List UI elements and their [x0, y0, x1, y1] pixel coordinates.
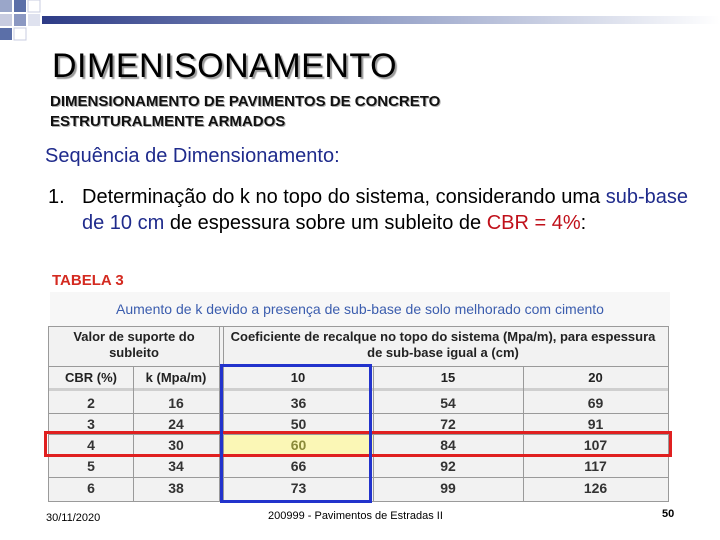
table-cell: 73: [290, 480, 307, 496]
item-text: [82, 184, 688, 236]
table-cell: 72: [440, 416, 456, 432]
table-caption: Aumento de k devido a presença de sub-base de solo melhorado com cimento: [50, 292, 670, 326]
footer-date: 30/11/2020: [46, 512, 101, 524]
table-cell: 2: [87, 395, 95, 411]
page-number: 50: [662, 508, 675, 520]
col-header-k: k (Mpa/m): [145, 370, 207, 385]
highlight-column-outline: [220, 364, 372, 503]
table-cell: 3: [87, 416, 95, 432]
footer-course: 200999 - Pavimentos de Estradas II: [268, 510, 443, 522]
table-cell: 84: [440, 437, 456, 453]
item-text-part: de espessura sobre um subleito de: [164, 212, 487, 234]
table-cell: 6: [87, 480, 95, 496]
item-text-part: :: [580, 212, 587, 234]
slide-title: DIMENISONAMENTO: [52, 47, 398, 85]
col-header-20: 20: [588, 370, 603, 385]
table-cell: 16: [168, 395, 184, 411]
section-heading: Sequência de Dimensionamento:: [45, 145, 340, 167]
table-cell: 38: [168, 480, 184, 496]
table-cell: 91: [587, 416, 604, 432]
col-header-cbr: CBR (%): [65, 370, 117, 385]
table-cell: 36: [290, 395, 307, 411]
table-cell: 126: [583, 480, 608, 496]
table-cell: 34: [168, 458, 184, 474]
table-group-header-subgrade: Valor de suporte do subleito: [73, 329, 195, 360]
table-group-header-coefficient: Coeficiente de recalque no topo do sistema (Mpa/m), para espessura de sub-base igual a (cm): [230, 329, 656, 360]
item-text-part: Determinação do k no topo do sistema, considerando uma: [82, 186, 606, 208]
table-cell: 117: [584, 458, 607, 474]
table-cell: 5: [87, 458, 95, 474]
list-item: [48, 184, 688, 236]
col-header-10: 10: [290, 370, 306, 385]
table-cell: 92: [440, 458, 456, 474]
item-text-cbr: CBR = 4%: [486, 212, 581, 234]
table-cell: 4: [87, 437, 95, 453]
table-cell: 54: [440, 395, 456, 411]
item-number: 1.: [48, 186, 65, 208]
table-cell-highlighted: 60: [224, 435, 373, 455]
slide-subtitle: DIMENSIONAMENTO DE PAVIMENTOS DE CONCRETO ESTRUTURALMENTE ARMADOS: [50, 93, 441, 130]
table-cell: 107: [583, 437, 608, 453]
table-cell: 69: [587, 395, 604, 411]
table-cell: 50: [290, 416, 307, 432]
table-cell: 66: [290, 458, 307, 474]
table-label: TABELA 3: [52, 272, 124, 289]
table-cell: 24: [168, 416, 184, 432]
col-header-15: 15: [440, 370, 456, 385]
table-cell: 30: [168, 437, 184, 453]
table-cell: 99: [440, 480, 456, 496]
item-text-subbase: sub-base de 10 cm: [82, 186, 688, 234]
